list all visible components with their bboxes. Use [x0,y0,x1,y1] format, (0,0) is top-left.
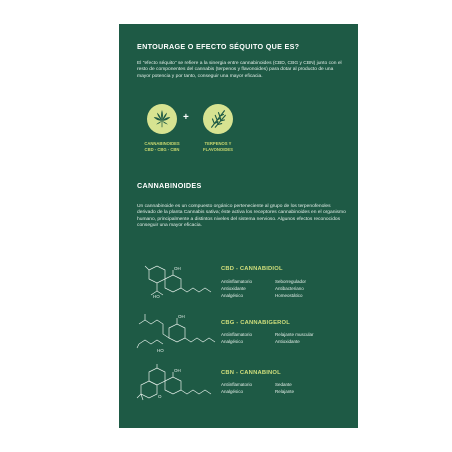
effect-item: Relajante muscular [275,332,314,337]
info-card [119,24,358,428]
plus-sign: + [183,112,189,123]
cbn-structure-diagram [135,364,217,406]
entourage-description: El "efecto séquito" se refiere a la sinergia entre cannabinoides (CBD, CBG y CBN) junto con el resto de componentes del cannabis (terpenos y flavonoides) para dotar al producto de una mayor potencia y por tanto, conseguir una mayor eficacia. [137,61,342,79]
label-cannabinoids-line1: CANNABINOIDES [144,141,180,146]
label-terpenes-line2: FLAVONOIDES [203,146,233,152]
cbd-effects-col2 [275,279,306,299]
effect-item: Sedante [275,382,292,387]
effect-item: Antibacteriano [275,285,304,291]
oh-label: OH [178,314,185,319]
effect-item: Antiinflamatorio [221,279,253,284]
cbn-title: CBN - CANNABINOL [221,370,281,376]
effect-item: Antioxidante [275,338,300,344]
cbg-effects-col1 [221,332,252,346]
icons-row [144,104,267,174]
cbg-effects-col2 [275,332,314,346]
cbd-structure-diagram [135,262,215,302]
effect-item: Antiinflamatorio [221,332,253,337]
label-terpenes-line1: TERPENOS Y [204,141,232,146]
label-terpenes [190,141,246,152]
cannabis-leaf-icon [147,104,177,134]
cbn-effects-col1 [221,382,252,396]
cbg-title: CBG - CANNABIGEROL [221,320,290,326]
ho-label: HO [153,294,160,299]
section-title-entourage: ENTOURAGE O EFECTO SÉQUITO QUE ES? [137,42,300,51]
effect-item: Analgésico [221,338,244,344]
cannabinoids-description: Un cannabinoide es un compuesto orgánico perteneciente al grupo de los terpenofenoles derivado de la planta Cannabis sativa; éste activa los receptores cannabinoides en el organismo humano, principalmente a distintos niveles del sistema nervioso. Algunos efectos reconocidos conseguir una mayor eficacia. [137,204,346,229]
effect-item: Seborregulador [275,279,307,284]
plant-sprig-icon [203,104,233,134]
label-cannabinoids-line2: CBD - CBG - CBN [144,146,180,152]
effect-item: Analgésico [221,388,244,394]
effect-item: Analgésico [221,292,244,298]
cbg-structure-diagram [135,312,217,354]
oh-label: OH [174,266,181,271]
cbd-title: CBD - CANNABIDIOL [221,266,283,272]
effect-item: Antiinflamatorio [221,382,253,387]
label-cannabinoids [134,141,190,152]
effect-item: Homeostático [275,292,303,298]
section-title-cannabinoids: CANNABINOIDES [137,181,202,190]
oxygen-label: O [158,394,162,399]
cbd-effects-col1 [221,279,252,299]
cbn-effects-col2 [275,382,294,396]
effect-item: Relajante [275,388,295,394]
ho-label: HO [157,348,164,353]
effect-item: Antioxidante [221,285,246,291]
oh-label: OH [174,368,181,373]
